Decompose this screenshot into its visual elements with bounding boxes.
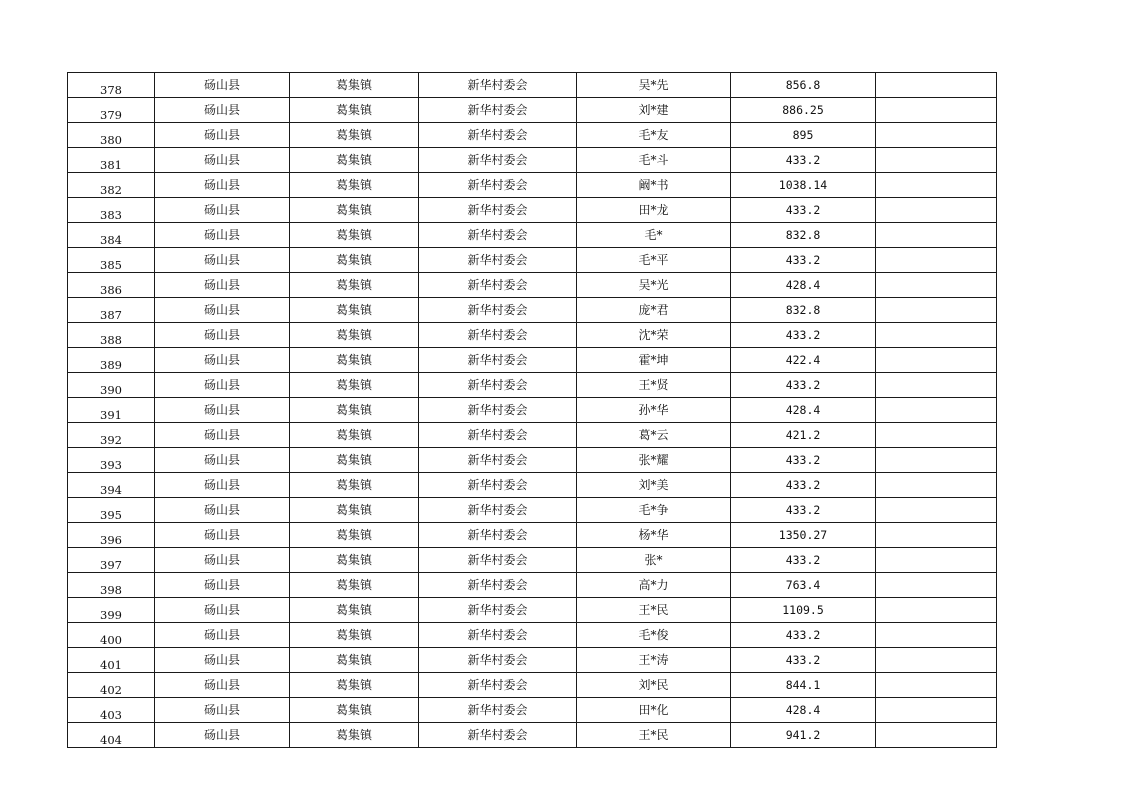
county-cell: 砀山县 [155, 573, 290, 598]
note-cell [876, 98, 997, 123]
row-number-cell: 398 [68, 573, 155, 598]
town-cell: 葛集镇 [290, 98, 419, 123]
name-cell: 孙*华 [577, 398, 731, 423]
name-cell: 沈*荣 [577, 323, 731, 348]
town-cell: 葛集镇 [290, 398, 419, 423]
name-cell: 张* [577, 548, 731, 573]
village-cell: 新华村委会 [419, 273, 577, 298]
row-number-cell: 397 [68, 548, 155, 573]
county-cell: 砀山县 [155, 248, 290, 273]
name-cell: 毛*争 [577, 498, 731, 523]
table-row [68, 648, 997, 673]
note-cell [876, 523, 997, 548]
town-cell: 葛集镇 [290, 448, 419, 473]
row-number-cell: 387 [68, 298, 155, 323]
name-cell: 毛*平 [577, 248, 731, 273]
amount-cell: 433.2 [731, 448, 876, 473]
table-row [68, 148, 997, 173]
town-cell: 葛集镇 [290, 373, 419, 398]
row-number-cell: 390 [68, 373, 155, 398]
village-cell: 新华村委会 [419, 448, 577, 473]
town-cell: 葛集镇 [290, 698, 419, 723]
amount-cell: 763.4 [731, 573, 876, 598]
amount-cell: 1109.5 [731, 598, 876, 623]
table-row [68, 523, 997, 548]
note-cell [876, 498, 997, 523]
town-cell: 葛集镇 [290, 223, 419, 248]
village-cell: 新华村委会 [419, 398, 577, 423]
name-cell: 王*涛 [577, 648, 731, 673]
name-cell: 毛*俊 [577, 623, 731, 648]
row-number-cell: 381 [68, 148, 155, 173]
name-cell: 刘*建 [577, 98, 731, 123]
row-number-cell: 395 [68, 498, 155, 523]
table-row [68, 73, 997, 98]
row-number-cell: 403 [68, 698, 155, 723]
amount-cell: 433.2 [731, 548, 876, 573]
village-cell: 新华村委会 [419, 698, 577, 723]
row-number-cell: 388 [68, 323, 155, 348]
county-cell: 砀山县 [155, 473, 290, 498]
name-cell: 杨*华 [577, 523, 731, 548]
note-cell [876, 398, 997, 423]
name-cell: 霍*坤 [577, 348, 731, 373]
table-row [68, 298, 997, 323]
table-row [68, 548, 997, 573]
note-cell [876, 473, 997, 498]
town-cell: 葛集镇 [290, 548, 419, 573]
county-cell: 砀山县 [155, 373, 290, 398]
county-cell: 砀山县 [155, 398, 290, 423]
amount-cell: 433.2 [731, 373, 876, 398]
amount-cell: 832.8 [731, 223, 876, 248]
note-cell [876, 123, 997, 148]
village-cell: 新华村委会 [419, 373, 577, 398]
row-number-cell: 396 [68, 523, 155, 548]
row-number-cell: 385 [68, 248, 155, 273]
table-row [68, 598, 997, 623]
note-cell [876, 148, 997, 173]
name-cell: 吴*光 [577, 273, 731, 298]
row-number-cell: 401 [68, 648, 155, 673]
town-cell: 葛集镇 [290, 323, 419, 348]
table-row [68, 448, 997, 473]
row-number-cell: 378 [68, 73, 155, 98]
name-cell: 刘*民 [577, 673, 731, 698]
amount-cell: 422.4 [731, 348, 876, 373]
town-cell: 葛集镇 [290, 648, 419, 673]
row-number-cell: 391 [68, 398, 155, 423]
table-row [68, 723, 997, 748]
table-row [68, 348, 997, 373]
amount-cell: 433.2 [731, 623, 876, 648]
village-cell: 新华村委会 [419, 498, 577, 523]
county-cell: 砀山县 [155, 223, 290, 248]
table-row [68, 698, 997, 723]
name-cell: 张*耀 [577, 448, 731, 473]
name-cell: 毛*斗 [577, 148, 731, 173]
table-row [68, 198, 997, 223]
village-cell: 新华村委会 [419, 298, 577, 323]
table-row [68, 248, 997, 273]
table-row [68, 273, 997, 298]
county-cell: 砀山县 [155, 498, 290, 523]
row-number-cell: 389 [68, 348, 155, 373]
row-number-cell: 382 [68, 173, 155, 198]
name-cell: 刘*美 [577, 473, 731, 498]
name-cell: 吴*先 [577, 73, 731, 98]
row-number-cell: 404 [68, 723, 155, 748]
village-cell: 新华村委会 [419, 648, 577, 673]
row-number-cell: 392 [68, 423, 155, 448]
town-cell: 葛集镇 [290, 73, 419, 98]
name-cell: 王*民 [577, 598, 731, 623]
name-cell: 阚*书 [577, 173, 731, 198]
table-row [68, 423, 997, 448]
note-cell [876, 423, 997, 448]
county-cell: 砀山县 [155, 673, 290, 698]
name-cell: 王*民 [577, 723, 731, 748]
town-cell: 葛集镇 [290, 148, 419, 173]
amount-cell: 428.4 [731, 398, 876, 423]
county-cell: 砀山县 [155, 723, 290, 748]
note-cell [876, 273, 997, 298]
note-cell [876, 173, 997, 198]
village-cell: 新华村委会 [419, 123, 577, 148]
village-cell: 新华村委会 [419, 173, 577, 198]
amount-cell: 1038.14 [731, 173, 876, 198]
table-row [68, 373, 997, 398]
note-cell [876, 73, 997, 98]
row-number-cell: 386 [68, 273, 155, 298]
amount-cell: 844.1 [731, 673, 876, 698]
village-cell: 新华村委会 [419, 323, 577, 348]
county-cell: 砀山县 [155, 598, 290, 623]
table-row [68, 223, 997, 248]
table-row [68, 323, 997, 348]
village-cell: 新华村委会 [419, 723, 577, 748]
note-cell [876, 248, 997, 273]
county-cell: 砀山县 [155, 348, 290, 373]
table-row [68, 398, 997, 423]
county-cell: 砀山县 [155, 273, 290, 298]
amount-cell: 433.2 [731, 648, 876, 673]
table-row [68, 623, 997, 648]
table-row [68, 573, 997, 598]
town-cell: 葛集镇 [290, 498, 419, 523]
town-cell: 葛集镇 [290, 598, 419, 623]
note-cell [876, 323, 997, 348]
note-cell [876, 373, 997, 398]
village-cell: 新华村委会 [419, 73, 577, 98]
subsidy-table [67, 72, 997, 748]
amount-cell: 433.2 [731, 198, 876, 223]
amount-cell: 433.2 [731, 498, 876, 523]
amount-cell: 433.2 [731, 148, 876, 173]
village-cell: 新华村委会 [419, 423, 577, 448]
village-cell: 新华村委会 [419, 598, 577, 623]
village-cell: 新华村委会 [419, 98, 577, 123]
note-cell [876, 698, 997, 723]
amount-cell: 428.4 [731, 273, 876, 298]
county-cell: 砀山县 [155, 73, 290, 98]
table-row [68, 498, 997, 523]
amount-cell: 421.2 [731, 423, 876, 448]
name-cell: 高*力 [577, 573, 731, 598]
county-cell: 砀山县 [155, 648, 290, 673]
name-cell: 庞*君 [577, 298, 731, 323]
county-cell: 砀山县 [155, 198, 290, 223]
county-cell: 砀山县 [155, 423, 290, 448]
table-row [68, 98, 997, 123]
name-cell: 田*化 [577, 698, 731, 723]
note-cell [876, 598, 997, 623]
village-cell: 新华村委会 [419, 673, 577, 698]
note-cell [876, 548, 997, 573]
name-cell: 葛*云 [577, 423, 731, 448]
row-number-cell: 399 [68, 598, 155, 623]
table-row [68, 173, 997, 198]
row-number-cell: 394 [68, 473, 155, 498]
village-cell: 新华村委会 [419, 248, 577, 273]
county-cell: 砀山县 [155, 148, 290, 173]
note-cell [876, 298, 997, 323]
row-number-cell: 400 [68, 623, 155, 648]
village-cell: 新华村委会 [419, 198, 577, 223]
name-cell: 田*龙 [577, 198, 731, 223]
county-cell: 砀山县 [155, 123, 290, 148]
note-cell [876, 623, 997, 648]
name-cell: 毛* [577, 223, 731, 248]
town-cell: 葛集镇 [290, 123, 419, 148]
town-cell: 葛集镇 [290, 473, 419, 498]
table-body [68, 73, 997, 748]
amount-cell: 428.4 [731, 698, 876, 723]
amount-cell: 895 [731, 123, 876, 148]
town-cell: 葛集镇 [290, 348, 419, 373]
note-cell [876, 223, 997, 248]
amount-cell: 832.8 [731, 298, 876, 323]
amount-cell: 433.2 [731, 473, 876, 498]
row-number-cell: 402 [68, 673, 155, 698]
table-row [68, 473, 997, 498]
town-cell: 葛集镇 [290, 623, 419, 648]
note-cell [876, 573, 997, 598]
town-cell: 葛集镇 [290, 298, 419, 323]
name-cell: 王*贤 [577, 373, 731, 398]
county-cell: 砀山县 [155, 98, 290, 123]
row-number-cell: 379 [68, 98, 155, 123]
village-cell: 新华村委会 [419, 148, 577, 173]
village-cell: 新华村委会 [419, 348, 577, 373]
town-cell: 葛集镇 [290, 523, 419, 548]
amount-cell: 1350.27 [731, 523, 876, 548]
county-cell: 砀山县 [155, 623, 290, 648]
village-cell: 新华村委会 [419, 623, 577, 648]
village-cell: 新华村委会 [419, 523, 577, 548]
county-cell: 砀山县 [155, 173, 290, 198]
row-number-cell: 380 [68, 123, 155, 148]
town-cell: 葛集镇 [290, 423, 419, 448]
note-cell [876, 448, 997, 473]
amount-cell: 941.2 [731, 723, 876, 748]
amount-cell: 856.8 [731, 73, 876, 98]
amount-cell: 433.2 [731, 323, 876, 348]
note-cell [876, 723, 997, 748]
note-cell [876, 348, 997, 373]
name-cell: 毛*友 [577, 123, 731, 148]
town-cell: 葛集镇 [290, 673, 419, 698]
table-row [68, 673, 997, 698]
town-cell: 葛集镇 [290, 198, 419, 223]
row-number-cell: 383 [68, 198, 155, 223]
amount-cell: 433.2 [731, 248, 876, 273]
amount-cell: 886.25 [731, 98, 876, 123]
town-cell: 葛集镇 [290, 248, 419, 273]
town-cell: 葛集镇 [290, 723, 419, 748]
town-cell: 葛集镇 [290, 573, 419, 598]
county-cell: 砀山县 [155, 323, 290, 348]
county-cell: 砀山县 [155, 298, 290, 323]
note-cell [876, 673, 997, 698]
row-number-cell: 393 [68, 448, 155, 473]
county-cell: 砀山县 [155, 698, 290, 723]
table-row [68, 123, 997, 148]
note-cell [876, 648, 997, 673]
village-cell: 新华村委会 [419, 548, 577, 573]
village-cell: 新华村委会 [419, 573, 577, 598]
row-number-cell: 384 [68, 223, 155, 248]
village-cell: 新华村委会 [419, 223, 577, 248]
county-cell: 砀山县 [155, 548, 290, 573]
town-cell: 葛集镇 [290, 173, 419, 198]
county-cell: 砀山县 [155, 523, 290, 548]
town-cell: 葛集镇 [290, 273, 419, 298]
village-cell: 新华村委会 [419, 473, 577, 498]
note-cell [876, 198, 997, 223]
county-cell: 砀山县 [155, 448, 290, 473]
